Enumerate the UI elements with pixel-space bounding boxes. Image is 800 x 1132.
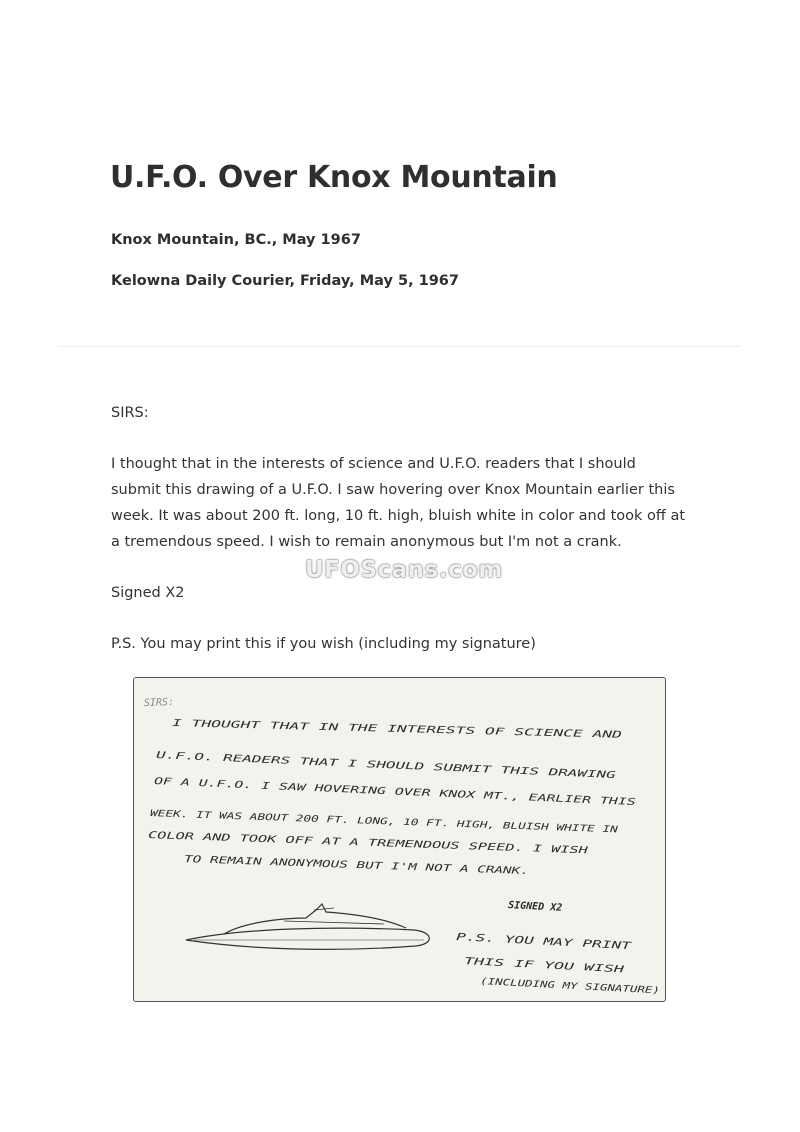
scan-line: U.F.O. READERS THAT I SHOULD SUBMIT THIS DRAWING [155, 750, 431, 773]
letter-signature: Signed X2 [111, 585, 185, 601]
letter-body: I thought that in the interests of science and U.F.O. readers that I should submit this drawing of a U.F.O. I saw hovering over Knox Mountain earlier this week. It was about 200 ft. long, 10 ft. high, bluish white in color and took off at a tremendous speed. I wish to remain anonymous but I'm not a crank. [111, 456, 686, 550]
scan-line: I THOUGHT THAT IN THE INTERESTS OF SCIENCE AND [171, 718, 436, 736]
site-watermark: UFOScans.com [305, 557, 503, 583]
scan-line: TO REMAIN ANONYMOUS BUT I'M NOT A CRANK. [183, 854, 413, 873]
scan-line: THIS IF YOU WISH [463, 956, 556, 972]
letter-salutation: SIRS: [111, 405, 149, 421]
scan-line: P.S. YOU MAY PRINT [455, 932, 565, 949]
scan-line: SIRS: [143, 696, 175, 709]
scan-line: COLOR AND TOOK OFF AT A TREMENDOUS SPEED. I WISH [147, 830, 423, 851]
handwritten-letter-image [134, 678, 664, 1000]
article-title: U.F.O. Over Knox Mountain [110, 160, 558, 195]
header-divider [58, 346, 740, 347]
location-date: Knox Mountain, BC., May 1967 [111, 232, 361, 248]
letter-postscript: P.S. You may print this if you wish (including my signature) [111, 636, 536, 652]
scan-line: WEEK. IT WAS ABOUT 200 FT. LONG, 10 FT. HIGH, BLUISH WHITE IN [149, 809, 481, 831]
source-citation: Kelowna Daily Courier, Friday, May 5, 1967 [111, 273, 459, 289]
scan-line: OF A U.F.O. I SAW HOVERING OVER KNOX MT., EARLIER THIS [153, 776, 463, 801]
handwritten-letter-scan [133, 677, 666, 1002]
scan-line: SIGNED X2 [507, 900, 563, 914]
scan-line: (INCLUDING MY SIGNATURE) [479, 977, 611, 994]
